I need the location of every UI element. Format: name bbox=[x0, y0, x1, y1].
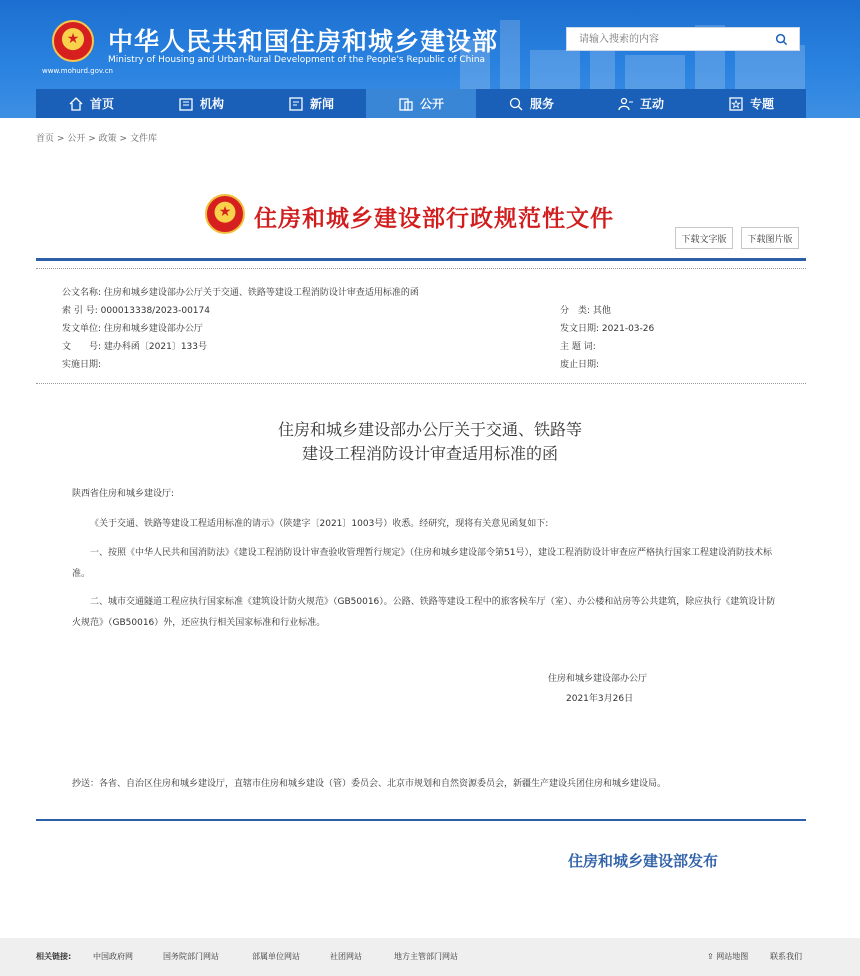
sitemap-link[interactable] bbox=[707, 951, 748, 962]
letter-paragraph: 《关于交通、铁路等建设工程适用标准的请示》（陕建字〔2021〕1003号）收悉。经研究，现将有关意见函复如下: bbox=[90, 519, 549, 529]
nav-item-topic[interactable] bbox=[696, 89, 806, 118]
search-icon bbox=[775, 33, 788, 46]
nav-label: 互动 bbox=[639, 97, 664, 111]
sign-date: 2021年3月26日 bbox=[566, 694, 634, 704]
breadcrumb-separator: > bbox=[119, 134, 128, 144]
download-text-button[interactable]: 下载文字版 bbox=[675, 227, 733, 249]
national-emblem-icon bbox=[205, 194, 245, 234]
meta-issuer bbox=[62, 321, 203, 334]
national-emblem-icon bbox=[52, 20, 94, 62]
meta-value: 其他 bbox=[592, 306, 611, 316]
meta-value: 建办科函〔2021〕133号 bbox=[103, 342, 208, 352]
meta-value: 住房和城乡建设部办公厅关于交通、铁路等建设工程消防设计审查适用标准的函 bbox=[103, 288, 419, 298]
doc-heading: 住房和城乡建设部行政规范性文件 bbox=[254, 206, 614, 232]
meta-label: 索 引 号: bbox=[62, 306, 98, 316]
nav-item-disclosure[interactable] bbox=[366, 89, 476, 118]
breadcrumb-separator: > bbox=[88, 134, 96, 144]
letter-paragraph: 一、按照《中华人民共和国消防法》《建设工程消防设计审查验收管理暂行规定》（住房和城乡建设部令第51号），建设工程消防设计审查应严格执行国家工程建设消防技术标准。 bbox=[72, 548, 772, 579]
footer-link[interactable]: 社团网站 bbox=[330, 952, 362, 961]
letter-salutation: 陕西省住房和城乡建设厅: bbox=[72, 489, 175, 499]
meta-subject bbox=[560, 339, 596, 352]
letter-cc: 抄送：各省、自治区住房和城乡建设厅，直辖市住房和城乡建设（管）委员会、北京市规划和自然资源委员会，新疆生产建设兵团住房和城乡建设局。 bbox=[72, 779, 667, 789]
meta-label: 发文单位: bbox=[62, 324, 102, 334]
sitemap-icon: ⇪ bbox=[707, 952, 714, 961]
disclosure-icon bbox=[398, 96, 414, 112]
divider bbox=[36, 268, 806, 269]
institution-icon bbox=[178, 96, 194, 112]
breadcrumb-policy[interactable]: 政策 bbox=[98, 134, 117, 144]
meta-label: 实施日期: bbox=[62, 360, 102, 370]
site-title: 中华人民共和国住房和城乡建设部 bbox=[108, 27, 499, 56]
divider bbox=[36, 819, 806, 821]
nav-item-service[interactable] bbox=[476, 89, 586, 118]
nav-item-news[interactable] bbox=[256, 89, 366, 118]
footer bbox=[0, 938, 860, 976]
meta-impl bbox=[62, 357, 101, 370]
service-icon bbox=[508, 96, 524, 112]
nav-label: 专题 bbox=[749, 97, 774, 111]
nav-label: 服务 bbox=[529, 97, 554, 111]
site-header bbox=[0, 0, 860, 118]
news-icon bbox=[288, 96, 304, 112]
search-box bbox=[566, 27, 800, 51]
breadcrumb-separator: > bbox=[56, 134, 65, 144]
meta-label: 主 题 词: bbox=[560, 342, 596, 352]
main-nav bbox=[36, 89, 806, 118]
letter-paragraph: 二、城市交通隧道工程应执行国家标准《建筑设计防火规范》（GB50016）。公路、铁路等建设工程中的旅客候车厅（室）、办公楼和站房等公共建筑，除应执行《建筑设计防火规范》（GB50016）外，还应执行相关国家标准和行业标准。 bbox=[72, 597, 776, 628]
breadcrumb bbox=[36, 131, 157, 144]
site-url: www.mohurd.gov.cn bbox=[42, 67, 113, 75]
sign-org: 住房和城乡建设部办公厅 bbox=[548, 674, 648, 684]
search-button[interactable] bbox=[763, 28, 799, 50]
meta-value: 000013338/2023-00174 bbox=[100, 306, 210, 316]
footer-label: 相关链接: bbox=[36, 952, 72, 961]
breadcrumb-disclosure[interactable]: 公开 bbox=[67, 134, 86, 144]
nav-label: 新闻 bbox=[309, 97, 334, 111]
footer-link[interactable]: 国务院部门网站 bbox=[163, 952, 219, 961]
footer-link[interactable]: 中国政府网 bbox=[93, 952, 133, 961]
meta-name bbox=[62, 285, 419, 298]
meta-docno bbox=[62, 339, 207, 352]
meta-label: 文 号: bbox=[62, 342, 102, 352]
meta-label: 发文日期: bbox=[560, 324, 600, 334]
meta-date bbox=[560, 321, 654, 334]
nav-label: 首页 bbox=[89, 97, 114, 111]
breadcrumb-home[interactable]: 首页 bbox=[36, 134, 55, 144]
footer-link[interactable]: 部属单位网站 bbox=[252, 952, 300, 961]
letter-title-line1: 住房和城乡建设部办公厅关于交通、铁路等 bbox=[277, 420, 582, 439]
topic-icon bbox=[728, 96, 744, 112]
nav-item-interaction[interactable] bbox=[586, 89, 696, 118]
nav-label: 公开 bbox=[419, 97, 444, 111]
search-input[interactable] bbox=[567, 28, 765, 50]
meta-expire bbox=[560, 357, 599, 370]
contact-link[interactable]: 联系我们 bbox=[770, 952, 802, 961]
meta-index bbox=[62, 303, 210, 316]
home-icon bbox=[68, 96, 84, 112]
footer-link[interactable]: 地方主管部门网站 bbox=[394, 952, 458, 961]
meta-label: 公文名称: bbox=[62, 288, 102, 298]
interaction-icon bbox=[618, 96, 634, 112]
site-subtitle: Ministry of Housing and Urban-Rural Development of the People's Republic of China bbox=[108, 55, 486, 65]
meta-label: 废止日期: bbox=[560, 360, 600, 370]
divider bbox=[36, 383, 806, 384]
meta-value: 2021-03-26 bbox=[601, 324, 655, 334]
meta-category bbox=[560, 303, 611, 316]
publisher: 住房和城乡建设部发布 bbox=[568, 852, 719, 870]
download-image-button[interactable]: 下载图片版 bbox=[741, 227, 799, 249]
nav-item-home[interactable] bbox=[36, 89, 146, 118]
letter-title-line2: 建设工程消防设计审查适用标准的函 bbox=[301, 444, 558, 463]
divider bbox=[36, 258, 806, 261]
meta-label: 分 类: bbox=[560, 306, 591, 316]
nav-item-institution[interactable] bbox=[146, 89, 256, 118]
nav-label: 机构 bbox=[199, 97, 224, 111]
sitemap-label: 网站地图 bbox=[716, 952, 749, 961]
meta-value: 住房和城乡建设部办公厅 bbox=[103, 324, 203, 334]
breadcrumb-library[interactable]: 文件库 bbox=[129, 134, 157, 144]
